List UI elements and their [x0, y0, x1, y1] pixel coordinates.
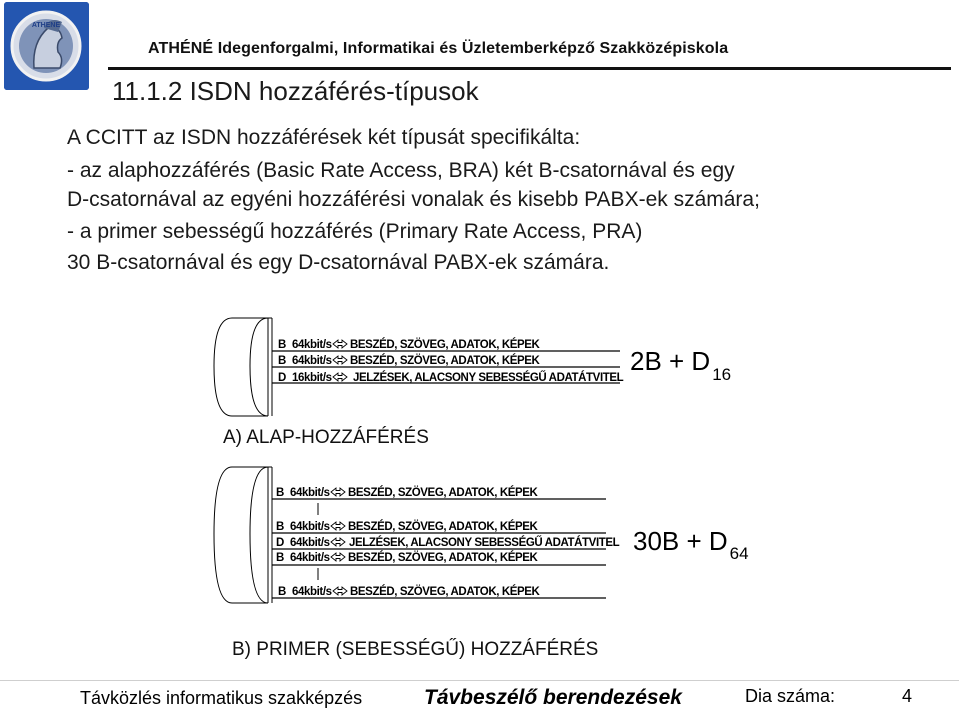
bra-channel-b2-desc: BESZÉD, SZÖVEG, ADATOK, KÉPEK	[350, 355, 540, 367]
bra-channel-d-desc: JELZÉSEK, ALACSONY SEBESSÉGŰ ADATÁTVITEL	[353, 372, 624, 384]
double-arrow-icon	[333, 373, 347, 381]
pra-channel-b2-rate: 64kbit/s	[290, 521, 330, 533]
bra-channel-d-rate: 16kbit/s	[292, 372, 332, 384]
bra-channel-b2-type: B	[278, 355, 286, 367]
bra-channel-b1-type: B	[278, 339, 286, 351]
body-line-bra-1: - az alaphozzáférés (Basic Rate Access, BRA) két B-csatornával és egy	[67, 159, 735, 182]
bra-channel-d-type: D	[278, 372, 286, 384]
body-line-pra-1: - a primer sebességű hozzáférés (Primary Rate Access, PRA)	[67, 220, 643, 243]
pra-channel-d-desc: JELZÉSEK, ALACSONY SEBESSÉGŰ ADATÁTVITEL	[349, 537, 620, 549]
body-line-intro: A CCITT az ISDN hozzáférések két típusát specifikálta:	[67, 126, 581, 149]
bra-channel-b2-rate: 64kbit/s	[292, 355, 332, 367]
pra-cable-outline	[214, 467, 268, 603]
pra-channel-b2-desc: BESZÉD, SZÖVEG, ADATOK, KÉPEK	[348, 521, 538, 533]
body-line-bra-2: D-csatornával az egyéni hozzáférési vonalak és kisebb PABX-ek számára;	[67, 188, 760, 211]
double-arrow-icon	[331, 488, 345, 496]
pra-channel-d-rate: 64kbit/s	[290, 537, 330, 549]
pra-caption: B) PRIMER (SEBESSÉGŰ) HOZZÁFÉRÉS	[232, 639, 599, 660]
pra-channel-b4-rate: 64kbit/s	[292, 586, 332, 598]
double-arrow-icon	[333, 340, 347, 348]
bra-cable-outline	[214, 318, 268, 416]
footer-slide-number: 4	[902, 686, 913, 706]
slide-title: 11.1.2 ISDN hozzáférés-típusok	[112, 76, 479, 106]
double-arrow-icon	[333, 356, 347, 364]
bra-channel-b1-rate: 64kbit/s	[292, 339, 332, 351]
double-arrow-icon	[331, 553, 345, 561]
bra-diagram	[214, 318, 731, 416]
logo-text: ATHENE	[31, 22, 61, 29]
double-arrow-icon	[333, 587, 347, 595]
pra-formula: 30B + D $_{64}$	[633, 526, 749, 563]
footer-course: Távközlés informatikus szakképzés	[80, 688, 363, 708]
pra-channel-b1-desc: BESZÉD, SZÖVEG, ADATOK, KÉPEK	[348, 487, 538, 499]
pra-diagram	[214, 467, 749, 603]
school-name: ATHÉNÉ Idegenforgalmi, Informatikai és Üzletemberképző Szakközépiskola	[148, 40, 729, 57]
double-arrow-icon	[331, 522, 345, 530]
bra-formula: 2B + D $_{16}$	[630, 346, 732, 384]
footer-slide-label: Dia száma:	[745, 686, 836, 706]
double-arrow-icon	[331, 538, 345, 546]
pra-channel-b3-rate: 64kbit/s	[290, 552, 330, 564]
footer-divider	[0, 680, 959, 681]
body-line-pra-2: 30 B-csatornával és egy D-csatornával PABX-ek számára.	[67, 251, 610, 274]
pra-channel-b3-type: B	[276, 552, 284, 564]
footer-subject: Távbeszélő berendezések	[424, 686, 682, 709]
pra-channel-b1-type: B	[276, 487, 284, 499]
bra-caption: A) ALAP-HOZZÁFÉRÉS	[223, 427, 429, 448]
pra-channel-d-type: D	[276, 537, 284, 549]
pra-channel-b2-type: B	[276, 521, 284, 533]
pra-channel-b3-desc: BESZÉD, SZÖVEG, ADATOK, KÉPEK	[348, 552, 538, 564]
pra-channel-b4-type: B	[278, 586, 286, 598]
bra-channel-b1-desc: BESZÉD, SZÖVEG, ADATOK, KÉPEK	[350, 339, 540, 351]
pra-channel-b1-rate: 64kbit/s	[290, 487, 330, 499]
pra-channel-b4-desc: BESZÉD, SZÖVEG, ADATOK, KÉPEK	[350, 586, 540, 598]
